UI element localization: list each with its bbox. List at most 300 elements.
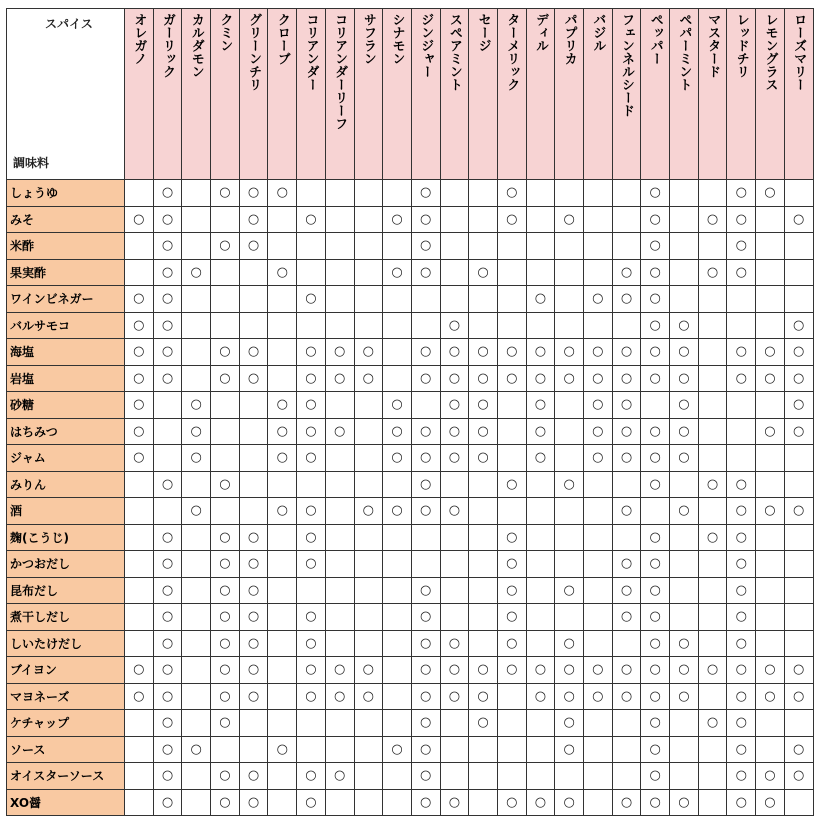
match-cell [297, 577, 326, 604]
match-cell: ○ [125, 392, 154, 419]
match-cell: ○ [497, 524, 526, 551]
match-cell [182, 710, 211, 737]
match-cell [411, 312, 440, 339]
spice-header [297, 9, 326, 180]
match-cell: ○ [497, 604, 526, 631]
match-cell [383, 657, 412, 684]
seasoning-label: 岩塩 [7, 365, 125, 392]
match-cell: ○ [612, 577, 641, 604]
match-cell: ○ [268, 445, 297, 472]
match-cell [555, 604, 584, 631]
match-cell: ○ [641, 710, 670, 737]
match-cell [526, 206, 555, 233]
match-cell: ○ [153, 339, 182, 366]
match-cell [297, 233, 326, 260]
match-cell: ○ [297, 206, 326, 233]
match-cell: ○ [297, 286, 326, 313]
match-cell: ○ [612, 259, 641, 286]
match-cell [526, 577, 555, 604]
match-cell: ○ [670, 365, 699, 392]
match-cell [440, 180, 469, 207]
match-cell [182, 180, 211, 207]
seasoning-label: みりん [7, 471, 125, 498]
match-cell: ○ [411, 763, 440, 790]
table-row [7, 657, 814, 684]
match-cell [526, 498, 555, 525]
spice-label: サフラン [360, 13, 376, 65]
match-cell [239, 286, 268, 313]
table-row [7, 286, 814, 313]
match-cell: ○ [411, 498, 440, 525]
match-cell [125, 471, 154, 498]
match-cell: ○ [153, 604, 182, 631]
match-cell: ○ [756, 365, 785, 392]
match-cell: ○ [497, 471, 526, 498]
table-row [7, 445, 814, 472]
match-cell [211, 206, 240, 233]
match-cell: ○ [784, 736, 813, 763]
match-cell: ○ [354, 365, 383, 392]
spice-header [153, 9, 182, 180]
match-cell: ○ [784, 657, 813, 684]
seasoning-label: ジャム [7, 445, 125, 472]
match-cell [526, 551, 555, 578]
match-cell: ○ [756, 339, 785, 366]
match-cell [383, 312, 412, 339]
match-cell: ○ [182, 259, 211, 286]
match-cell [383, 710, 412, 737]
match-cell [555, 180, 584, 207]
match-cell [698, 180, 727, 207]
match-cell: ○ [727, 736, 756, 763]
table-body [7, 180, 814, 816]
match-cell [469, 789, 498, 816]
match-cell [125, 789, 154, 816]
match-cell [354, 551, 383, 578]
match-cell [325, 206, 354, 233]
match-cell: ○ [411, 630, 440, 657]
match-cell [727, 312, 756, 339]
match-cell: ○ [784, 206, 813, 233]
match-cell [440, 524, 469, 551]
match-cell: ○ [297, 630, 326, 657]
match-cell: ○ [670, 683, 699, 710]
match-cell: ○ [670, 657, 699, 684]
match-cell [268, 657, 297, 684]
match-cell: ○ [125, 312, 154, 339]
match-cell: ○ [297, 418, 326, 445]
match-cell [670, 233, 699, 260]
match-cell [497, 498, 526, 525]
match-cell [698, 286, 727, 313]
match-cell [526, 710, 555, 737]
match-cell [612, 736, 641, 763]
table-row [7, 551, 814, 578]
match-cell [383, 763, 412, 790]
header-row [7, 9, 814, 180]
match-cell [211, 736, 240, 763]
spice-header [555, 9, 584, 180]
table-row [7, 339, 814, 366]
match-cell: ○ [497, 365, 526, 392]
spice-label: バジル [590, 13, 606, 52]
match-cell [526, 233, 555, 260]
match-cell: ○ [211, 763, 240, 790]
match-cell: ○ [153, 763, 182, 790]
spice-header [698, 9, 727, 180]
match-cell [670, 286, 699, 313]
match-cell [497, 286, 526, 313]
match-cell [526, 180, 555, 207]
match-cell: ○ [440, 392, 469, 419]
match-cell: ○ [584, 339, 613, 366]
match-cell [698, 312, 727, 339]
match-cell [784, 577, 813, 604]
match-cell [526, 312, 555, 339]
match-cell [756, 551, 785, 578]
match-cell [297, 471, 326, 498]
match-cell [670, 710, 699, 737]
match-cell [211, 286, 240, 313]
match-cell: ○ [612, 418, 641, 445]
match-cell: ○ [297, 365, 326, 392]
match-cell [469, 180, 498, 207]
match-cell: ○ [125, 339, 154, 366]
match-cell [612, 206, 641, 233]
match-cell [555, 233, 584, 260]
match-cell [584, 206, 613, 233]
match-cell: ○ [440, 312, 469, 339]
match-cell [698, 630, 727, 657]
match-cell [555, 763, 584, 790]
match-cell [584, 524, 613, 551]
match-cell: ○ [383, 206, 412, 233]
match-cell: ○ [153, 710, 182, 737]
match-cell: ○ [153, 471, 182, 498]
match-cell: ○ [641, 577, 670, 604]
match-cell: ○ [411, 259, 440, 286]
match-cell: ○ [727, 180, 756, 207]
match-cell [239, 312, 268, 339]
match-cell: ○ [698, 471, 727, 498]
match-cell: ○ [411, 657, 440, 684]
match-cell: ○ [784, 392, 813, 419]
table-row [7, 630, 814, 657]
match-cell: ○ [641, 259, 670, 286]
match-cell [125, 577, 154, 604]
match-cell [584, 259, 613, 286]
spice-label: グリーンチリ [246, 13, 262, 91]
match-cell: ○ [153, 577, 182, 604]
match-cell [411, 392, 440, 419]
spice-label: クミン [217, 13, 233, 52]
spice-header [182, 9, 211, 180]
match-cell: ○ [469, 259, 498, 286]
table-row [7, 206, 814, 233]
match-cell [497, 763, 526, 790]
match-cell: ○ [297, 498, 326, 525]
match-cell [641, 392, 670, 419]
spice-label: レッドチリ [733, 13, 749, 78]
match-cell: ○ [411, 233, 440, 260]
match-cell: ○ [727, 789, 756, 816]
match-cell [555, 498, 584, 525]
match-cell: ○ [555, 471, 584, 498]
match-cell [440, 736, 469, 763]
match-cell: ○ [584, 445, 613, 472]
match-cell: ○ [411, 180, 440, 207]
match-cell [239, 736, 268, 763]
match-cell: ○ [153, 630, 182, 657]
match-cell: ○ [641, 339, 670, 366]
spice-header [440, 9, 469, 180]
match-cell: ○ [383, 498, 412, 525]
match-cell: ○ [497, 789, 526, 816]
match-cell: ○ [555, 206, 584, 233]
match-cell: ○ [497, 551, 526, 578]
match-cell: ○ [211, 524, 240, 551]
match-cell: ○ [756, 180, 785, 207]
match-cell [526, 604, 555, 631]
match-cell: ○ [670, 418, 699, 445]
seasoning-label: しいたけだし [7, 630, 125, 657]
table-row [7, 763, 814, 790]
match-cell [784, 445, 813, 472]
match-cell: ○ [641, 418, 670, 445]
spice-label: ペッパー [647, 13, 663, 65]
match-cell: ○ [641, 312, 670, 339]
match-cell [268, 286, 297, 313]
match-cell: ○ [670, 445, 699, 472]
match-cell: ○ [756, 683, 785, 710]
match-cell [297, 259, 326, 286]
match-cell: ○ [153, 286, 182, 313]
match-cell [497, 710, 526, 737]
match-cell: ○ [268, 259, 297, 286]
match-cell [555, 312, 584, 339]
match-cell [584, 736, 613, 763]
match-cell [383, 551, 412, 578]
seasoning-label: マヨネーズ [7, 683, 125, 710]
table-row [7, 577, 814, 604]
match-cell [383, 524, 412, 551]
match-cell [469, 524, 498, 551]
match-cell: ○ [211, 630, 240, 657]
match-cell [182, 551, 211, 578]
match-cell: ○ [584, 657, 613, 684]
match-cell [727, 286, 756, 313]
match-cell [297, 180, 326, 207]
match-cell [411, 286, 440, 313]
match-cell: ○ [182, 418, 211, 445]
match-cell [440, 286, 469, 313]
match-cell [354, 710, 383, 737]
seasoning-label: 砂糖 [7, 392, 125, 419]
match-cell [182, 630, 211, 657]
match-cell: ○ [670, 630, 699, 657]
match-cell: ○ [153, 206, 182, 233]
match-cell [354, 445, 383, 472]
match-cell [239, 259, 268, 286]
match-cell: ○ [727, 763, 756, 790]
match-cell [125, 604, 154, 631]
spice-header [211, 9, 240, 180]
match-cell [612, 763, 641, 790]
match-cell [584, 763, 613, 790]
match-cell [698, 577, 727, 604]
spice-header [125, 9, 154, 180]
match-cell [440, 763, 469, 790]
match-cell [469, 286, 498, 313]
match-cell [182, 657, 211, 684]
match-cell: ○ [297, 551, 326, 578]
match-cell: ○ [239, 365, 268, 392]
match-cell [756, 233, 785, 260]
match-cell [268, 471, 297, 498]
match-cell [383, 604, 412, 631]
match-cell: ○ [211, 339, 240, 366]
match-cell: ○ [670, 789, 699, 816]
match-cell: ○ [612, 789, 641, 816]
seasoning-label: オイスターソース [7, 763, 125, 790]
match-cell: ○ [325, 657, 354, 684]
match-cell: ○ [784, 312, 813, 339]
match-cell: ○ [641, 365, 670, 392]
table-row [7, 683, 814, 710]
match-cell [325, 445, 354, 472]
match-cell: ○ [268, 418, 297, 445]
match-cell: ○ [440, 657, 469, 684]
match-cell [727, 418, 756, 445]
match-cell [354, 471, 383, 498]
match-cell [239, 392, 268, 419]
match-cell: ○ [153, 312, 182, 339]
match-cell: ○ [612, 365, 641, 392]
match-cell [325, 392, 354, 419]
match-cell [325, 710, 354, 737]
table-row [7, 392, 814, 419]
match-cell: ○ [612, 683, 641, 710]
seasoning-label: バルサモコ [7, 312, 125, 339]
match-cell: ○ [784, 418, 813, 445]
match-cell [526, 736, 555, 763]
match-cell: ○ [354, 657, 383, 684]
match-cell [153, 392, 182, 419]
match-cell: ○ [440, 339, 469, 366]
match-cell [784, 471, 813, 498]
match-cell [756, 524, 785, 551]
match-cell: ○ [211, 471, 240, 498]
match-cell: ○ [239, 233, 268, 260]
match-cell [153, 445, 182, 472]
match-cell [756, 630, 785, 657]
match-cell [325, 524, 354, 551]
table-row [7, 180, 814, 207]
match-cell: ○ [727, 339, 756, 366]
match-cell [469, 577, 498, 604]
match-cell: ○ [641, 180, 670, 207]
match-cell [440, 710, 469, 737]
match-cell [182, 339, 211, 366]
match-cell [182, 763, 211, 790]
spice-label: パプリカ [561, 13, 577, 65]
match-cell [756, 471, 785, 498]
spice-header [268, 9, 297, 180]
match-cell [440, 604, 469, 631]
spice-header [784, 9, 813, 180]
match-cell [268, 630, 297, 657]
match-cell: ○ [153, 551, 182, 578]
spice-header [670, 9, 699, 180]
spice-header [383, 9, 412, 180]
match-cell [698, 789, 727, 816]
match-cell: ○ [670, 312, 699, 339]
match-cell [211, 392, 240, 419]
match-cell [756, 259, 785, 286]
match-cell [756, 286, 785, 313]
match-cell: ○ [641, 445, 670, 472]
match-cell: ○ [641, 471, 670, 498]
match-cell [555, 551, 584, 578]
spice-header [756, 9, 785, 180]
match-cell [354, 233, 383, 260]
match-cell [440, 233, 469, 260]
seasoning-label: ケチャップ [7, 710, 125, 737]
match-cell [125, 524, 154, 551]
match-cell: ○ [641, 233, 670, 260]
match-cell [497, 312, 526, 339]
match-cell [125, 551, 154, 578]
match-cell: ○ [125, 286, 154, 313]
match-cell [784, 286, 813, 313]
table-row [7, 498, 814, 525]
match-cell: ○ [612, 286, 641, 313]
match-cell: ○ [670, 498, 699, 525]
match-cell: ○ [612, 498, 641, 525]
match-cell: ○ [153, 736, 182, 763]
match-cell: ○ [325, 683, 354, 710]
match-cell: ○ [211, 657, 240, 684]
match-cell [612, 233, 641, 260]
match-cell: ○ [784, 339, 813, 366]
match-cell [584, 604, 613, 631]
match-cell [182, 577, 211, 604]
spice-header [411, 9, 440, 180]
table-row [7, 233, 814, 260]
match-cell [411, 551, 440, 578]
table-row [7, 710, 814, 737]
spice-label: ジンジャー [418, 13, 434, 78]
match-cell: ○ [411, 604, 440, 631]
seasoning-label: かつおだし [7, 551, 125, 578]
match-cell: ○ [153, 233, 182, 260]
match-cell: ○ [325, 763, 354, 790]
match-cell: ○ [670, 339, 699, 366]
spice-label: ペパーミント [676, 13, 692, 91]
spice-label: クローブ [274, 13, 290, 65]
match-cell: ○ [727, 498, 756, 525]
match-cell: ○ [784, 498, 813, 525]
match-cell [325, 736, 354, 763]
match-cell: ○ [411, 736, 440, 763]
match-cell: ○ [182, 392, 211, 419]
match-cell [125, 498, 154, 525]
match-cell [584, 233, 613, 260]
match-cell [526, 630, 555, 657]
seasoning-label: みそ [7, 206, 125, 233]
match-cell [325, 604, 354, 631]
match-cell: ○ [182, 498, 211, 525]
